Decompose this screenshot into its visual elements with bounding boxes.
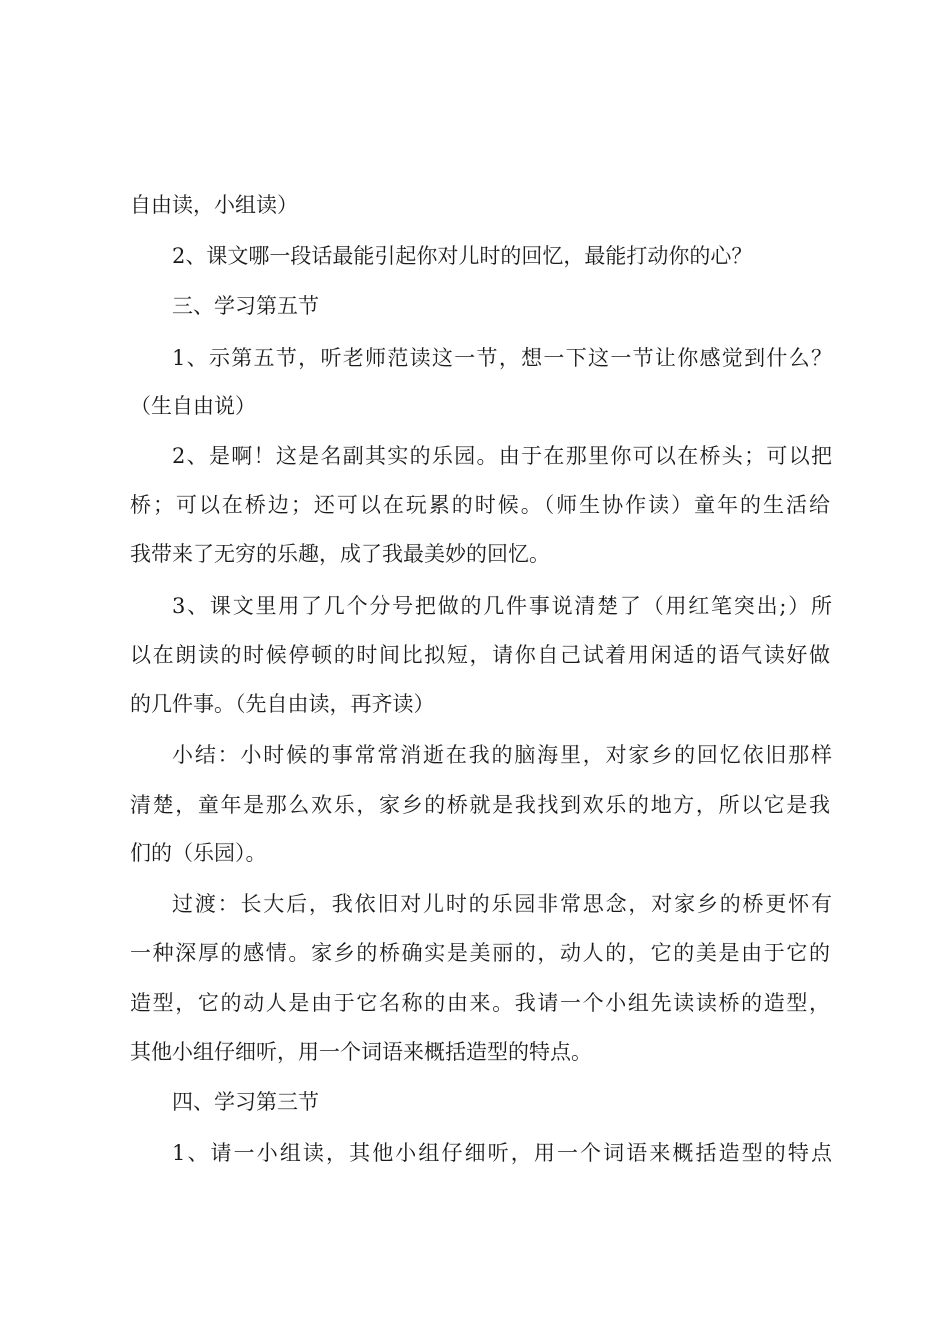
text-line: 小结：小时候的事常常消逝在我的脑海里，对家乡的回忆依旧那样 — [172, 743, 832, 767]
text-line: 自由读，小组读） — [130, 193, 298, 217]
text-line: 们的（乐园）。 — [130, 841, 267, 865]
text-line: 的几件事。（先自由读，再齐读） — [130, 692, 435, 716]
text-line: 3、课文里用了几个分号把做的几件事说清楚了（用红笔突出;）所 — [172, 594, 832, 618]
text-line: 过渡：长大后，我依旧对儿时的乐园非常思念，对家乡的桥更怀有 — [172, 892, 832, 916]
text-line: 1、示第五节，听老师范读这一节，想一下这一节让你感觉到什么？ — [172, 346, 832, 370]
text-line: 其他小组仔细听，用一个词语来概括造型的特点。 — [130, 1040, 592, 1064]
text-line: 造型，它的动人是由于它名称的由来。我请一个小组先读读桥的造型， — [130, 991, 830, 1015]
text-line: 1、请一小组读，其他小组仔细听，用一个词语来概括造型的特点 — [172, 1141, 832, 1165]
text-line: 2、是啊！这是名副其实的乐园。由于在那里你可以在桥头；可以把 — [172, 444, 832, 468]
text-line: 我带来了无穷的乐趣，成了我最美妙的回忆。 — [130, 542, 550, 566]
text-line: 清楚，童年是那么欢乐，家乡的桥就是我找到欢乐的地方，所以它是我 — [130, 793, 830, 817]
text-line: 2、课文哪一段话最能引起你对儿时的回忆，最能打动你的心？ — [172, 244, 753, 268]
section-heading: 三、学习第五节 — [172, 294, 319, 318]
text-line: 以在朗读的时候停顿的时间比拟短，请你自己试着用闲适的语气读好做 — [130, 643, 830, 667]
text-line: 桥；可以在桥边；还可以在玩累的时候。（师生协作读）童年的生活给 — [130, 493, 830, 517]
text-line: 一种深厚的感情。家乡的桥确实是美丽的，动人的，它的美是由于它的 — [130, 941, 830, 965]
section-heading: 四、学习第三节 — [172, 1090, 319, 1114]
text-line: （生自由说） — [130, 394, 256, 418]
